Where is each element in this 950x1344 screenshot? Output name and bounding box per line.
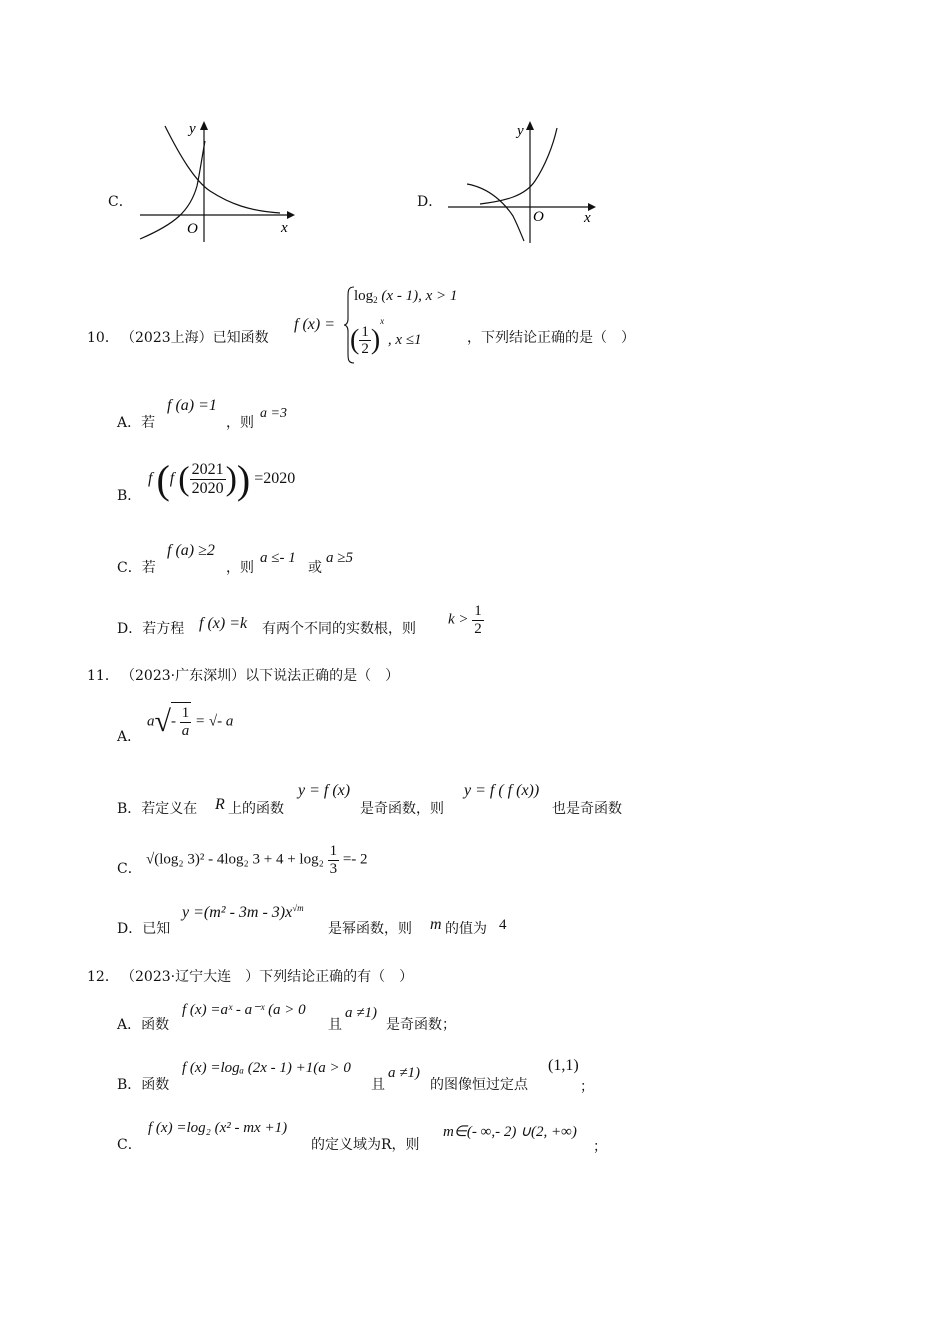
q12-option-a-and: 且 <box>328 1017 342 1033</box>
q11-option-c-expr: √(log₂ 3)² - 4log₂ 3 + 4 + log₂ $\frac{1}{3}$ =- 2 <box>146 843 368 877</box>
q11-option-c-frac: $\frac{1}{3}$ <box>329 843 338 877</box>
q10-option-a-result: a =3 <box>260 406 287 421</box>
q12-option-c-set: m∈(- ∞,- 2) ∪(2, +∞) <box>443 1124 577 1140</box>
q11-option-d-mid: 是幂函数，则 <box>328 921 412 937</box>
q12-option-c-expr: f (x) =log₂ (x² - mx +1) <box>148 1120 288 1136</box>
q10-tail: ，下列结论正确的是（ ） <box>467 330 635 346</box>
q10-option-b-expr: f (f ( $\frac{2021}{2020}$ )) =2020 <box>148 457 296 502</box>
q12-option-b-label: B．函数 <box>117 1077 170 1093</box>
q12-option-b-expr: f (x) =logₐ (2x - 1) +1(a > 0 <box>182 1060 351 1076</box>
q11-option-c-result: =- 2 <box>342 851 368 868</box>
graph-d <box>445 116 605 246</box>
q11-option-a-result: = √- a <box>194 713 234 730</box>
q12-source: （2023·辽宁大连 ）下列结论正确的有（ ） <box>121 969 414 985</box>
graph-c-origin: O <box>187 221 198 237</box>
q10-option-d-expr: f (x) =k <box>199 615 248 632</box>
graph-c-y-arrow <box>200 121 208 130</box>
q11-option-d-label: D．已知 <box>117 921 171 937</box>
q11-option-b-mid: 上的函数 <box>228 801 284 817</box>
q12-option-a-label: A．函数 <box>117 1017 170 1033</box>
graph-c-x-arrow <box>287 211 295 219</box>
q11-option-a-label: A． <box>117 729 142 745</box>
q12-option-c-tail: ； <box>593 1139 607 1155</box>
q12-number: 12． <box>87 969 119 985</box>
q11-option-b-tail: 也是奇函数 <box>552 801 622 817</box>
q11-option-b-mid2: 是奇函数，则 <box>360 801 444 817</box>
graph-d-increasing-curve <box>480 128 557 204</box>
q10-fx <box>294 316 335 334</box>
q10-option-a-mid: ，则 <box>226 415 254 431</box>
q12-option-b-tail: ； <box>580 1079 594 1095</box>
q10-option-a-expr: f (a) =1 <box>167 397 217 414</box>
graph-d-origin: O <box>533 209 544 225</box>
q10-option-c-or: 或 <box>308 560 322 576</box>
graph-c-decreasing-curve <box>165 126 280 213</box>
q10-piece1-rest: (x - 1), x > 1 <box>381 288 458 304</box>
q11-option-b-e2: y = f ( f (x)) <box>464 782 540 799</box>
q10-option-b-label: B． <box>117 488 142 504</box>
q12-option-c-mid: 的定义域为R，则 <box>311 1137 420 1153</box>
q11-option-b-label: B．若定义在 <box>117 801 198 817</box>
q10-option-c-expr: f (a) ≥2 <box>167 542 215 559</box>
q11-option-d-value: 4 <box>499 917 507 933</box>
q10-fx-text: f (x) = <box>294 316 335 333</box>
option-d-label: D． <box>417 194 443 210</box>
q10-piece2-rest: , x ≤1 <box>387 332 422 348</box>
q12-option-b-cond: a ≠1) <box>388 1065 420 1081</box>
q12-option-b-mid: 的图像恒过定点 <box>430 1077 528 1093</box>
q10-source: （2023上海）已知函数 <box>121 330 269 346</box>
graph-c <box>135 116 305 246</box>
q11-number: 11． <box>87 668 119 684</box>
graph-c-x-label: x <box>281 220 288 236</box>
q10-option-d-k: k > $\frac{1}{2}$ <box>448 603 482 637</box>
q10-option-b-frac: $\frac{2021}{2020}$ <box>191 461 224 497</box>
q12-option-b-point: (1,1) <box>548 1057 579 1074</box>
q10-piece2: ( $\frac{1}{2}$ )$^x$ , x ≤1 <box>350 316 422 358</box>
q11-option-d-tail: 的值为 <box>445 921 487 937</box>
q10-option-d-mid: 有两个不同的实数根，则 <box>262 621 416 637</box>
q10-option-b-result: =2020 <box>254 470 296 488</box>
q10-option-c-r2: a ≥5 <box>326 550 353 566</box>
q10-option-d-frac: $\frac{1}{2}$ <box>474 603 482 637</box>
q10-option-c-label: C．若 <box>117 560 156 576</box>
q12-option-a-cond: a ≠1) <box>345 1005 377 1021</box>
q11-option-a-expr: a√- $\frac{1}{a}$ = √- a <box>147 702 233 739</box>
q12-option-b-and: 且 <box>371 1077 385 1093</box>
q11-source: （2023·广东深圳）以下说法正确的是（ ） <box>121 668 400 684</box>
q12-option-c-label: C． <box>117 1137 142 1153</box>
graph-d-decreasing-curve <box>467 184 524 241</box>
q12-option-a-tail: 是奇函数； <box>386 1017 456 1033</box>
q11-option-c-label: C． <box>117 861 142 877</box>
graph-d-x-label: x <box>584 210 591 226</box>
q10-option-d-label: D．若方程 <box>117 621 185 637</box>
graph-c-y-label: y <box>189 121 196 137</box>
graph-d-y-label: y <box>517 123 524 139</box>
q10-option-c-r1: a ≤- 1 <box>260 550 296 566</box>
graph-d-y-arrow <box>526 121 534 130</box>
q10-piece1: $\log_2 (x - 1)$, x > 1 <box>354 288 458 305</box>
q11-option-d-m: m <box>430 916 442 933</box>
option-c-label: C． <box>108 194 133 210</box>
q12-option-a-expr: f (x) =aˣ - a⁻ˣ (a > 0 <box>182 1002 306 1018</box>
q11-option-d-expr: $y =(m^2 - 3m - 3)x^{√m}$ <box>182 903 304 921</box>
q10-option-a-label: A．若 <box>117 415 156 431</box>
q10-option-c-mid: ，则 <box>226 560 254 576</box>
q10-half-frac: $\frac{1}{2}$ <box>361 323 369 358</box>
q11-option-b-e1: y = f (x) <box>298 782 351 799</box>
q10-number: 10． <box>87 330 119 346</box>
q11-option-b-R: R <box>215 796 225 813</box>
